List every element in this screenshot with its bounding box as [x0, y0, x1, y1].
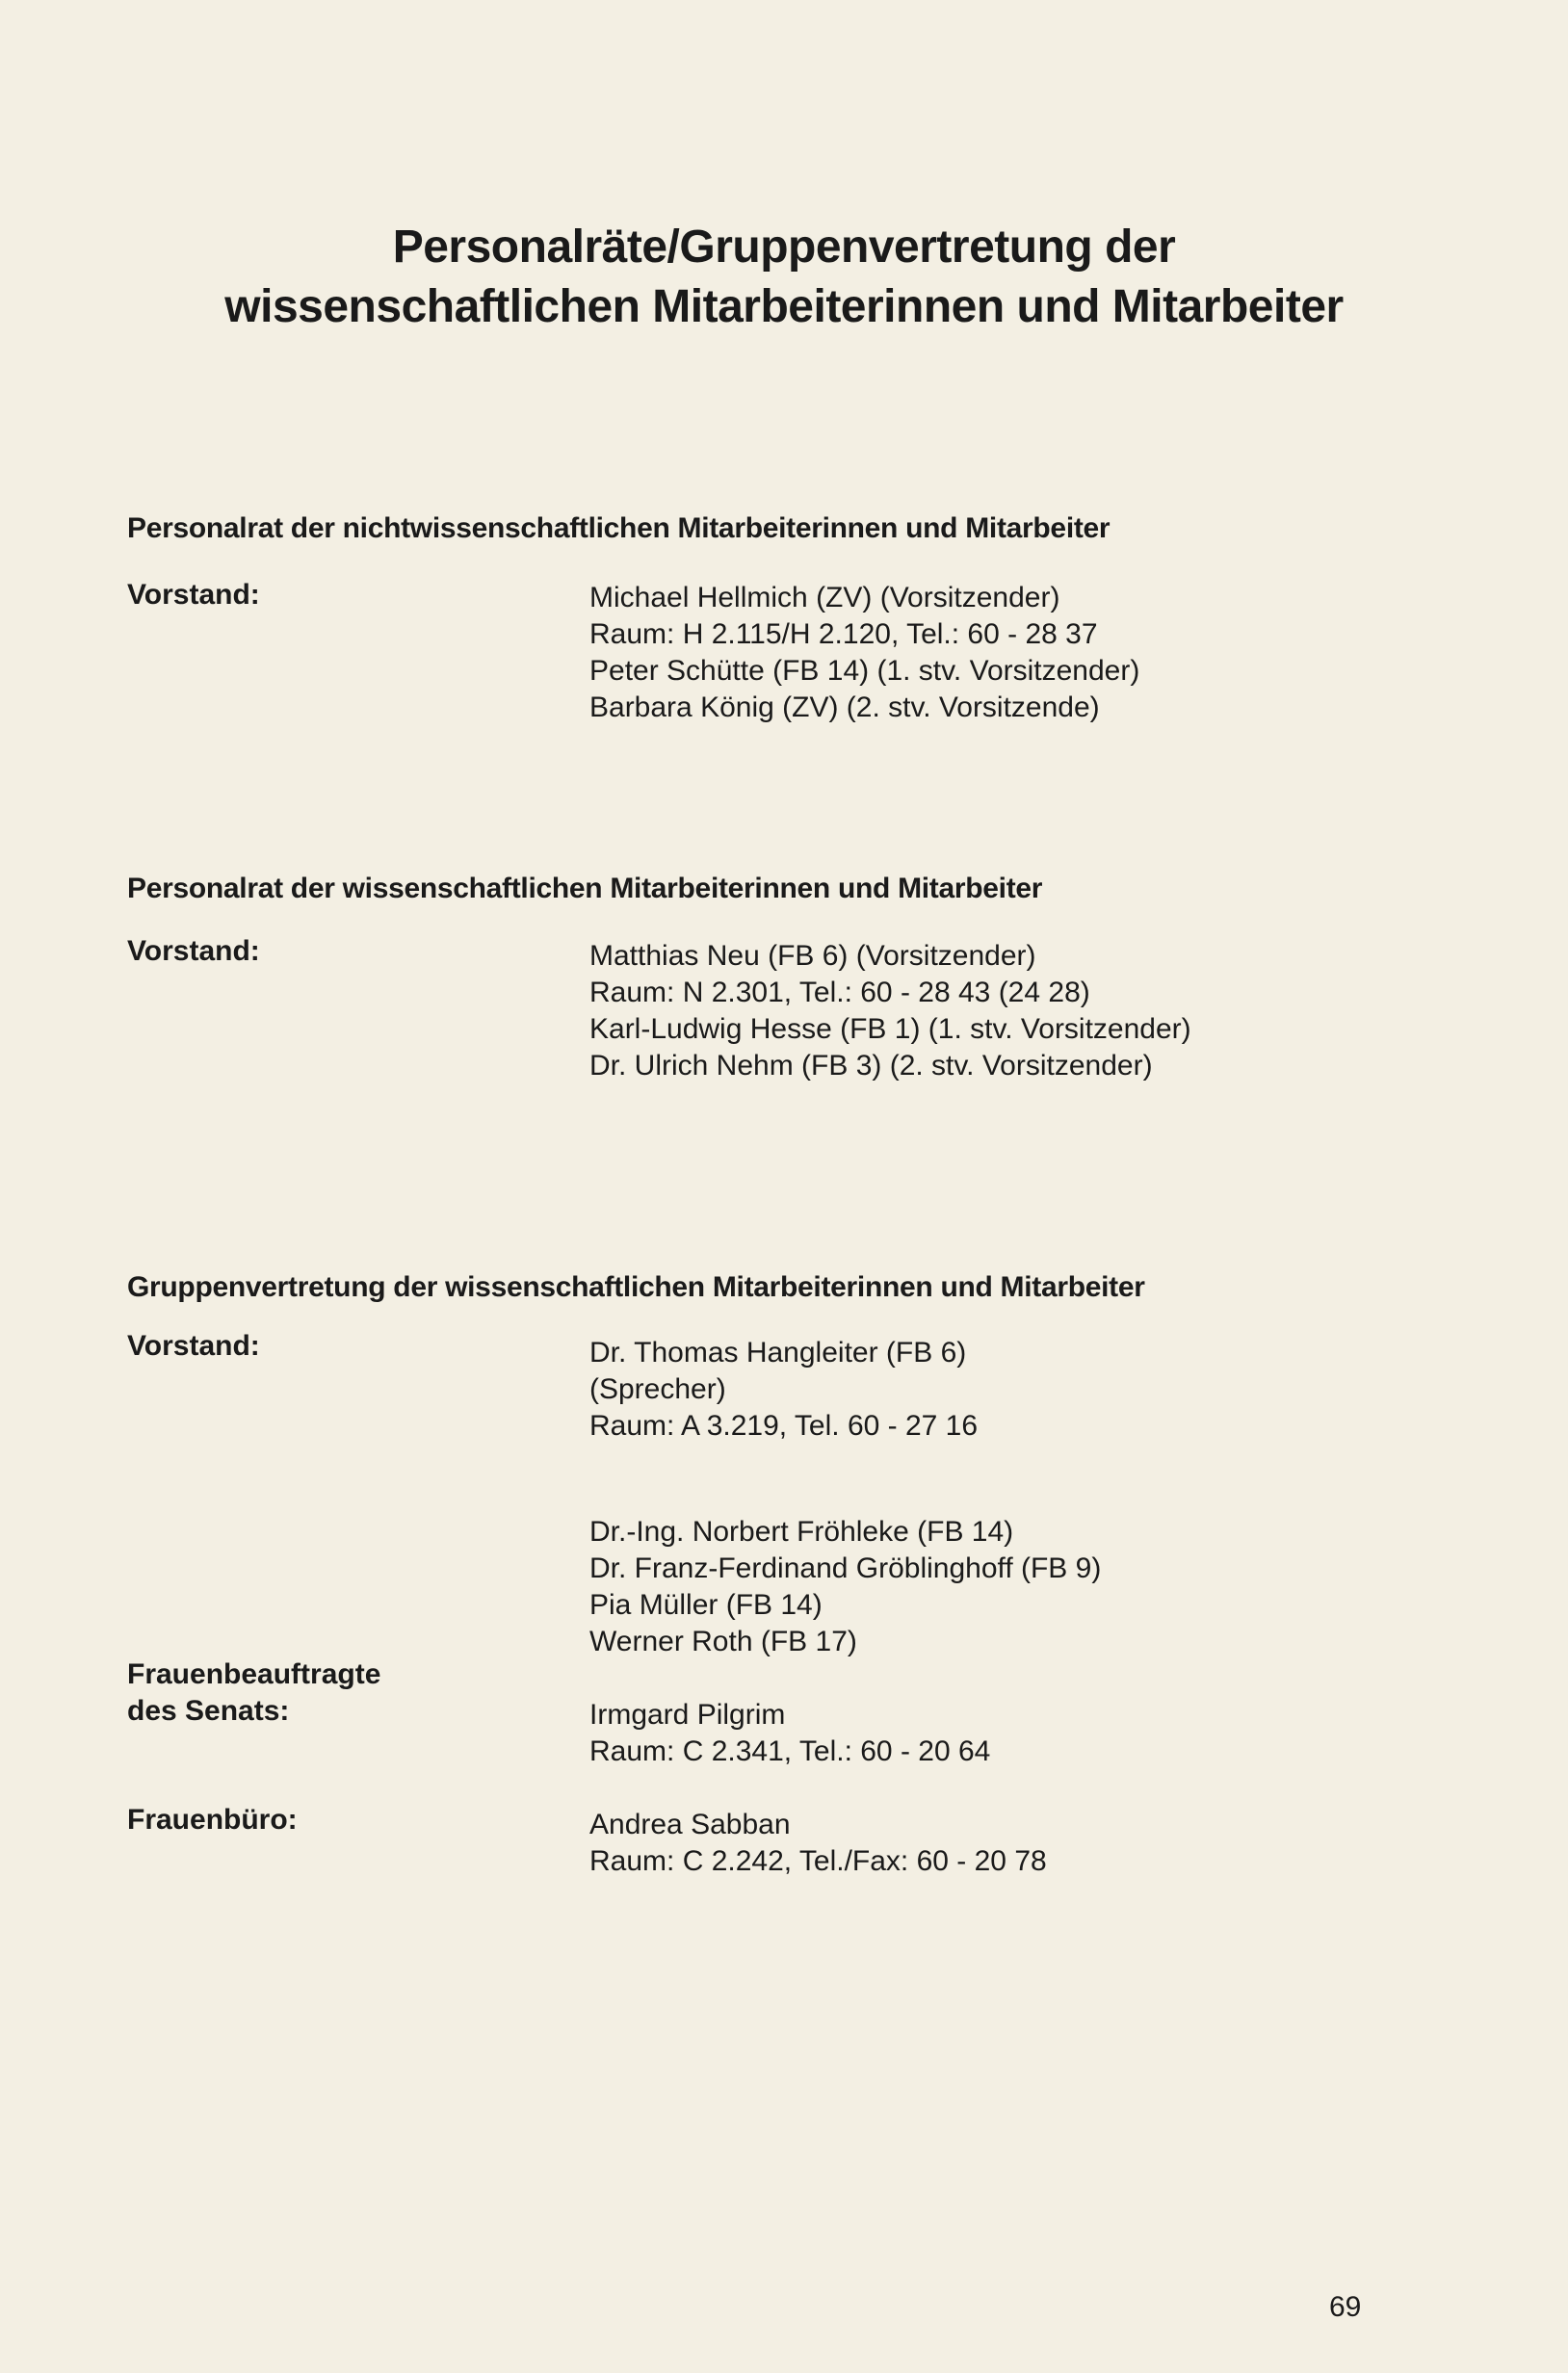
- vorstand-details: [589, 580, 1456, 726]
- detail-line: Dr. Thomas Hangleiter (FB 6): [589, 1337, 967, 1369]
- vorstand-label: Vorstand:: [127, 1330, 260, 1362]
- detail-line: Andrea Sabban: [589, 1809, 791, 1840]
- section-gruppenvertretung: [127, 1269, 1476, 1657]
- page-title-line-1: Personalräte/Gruppenvertretung der: [392, 222, 1176, 273]
- member-line: Dr. Franz-Ferdinand Gröblinghoff (FB 9): [589, 1552, 1102, 1584]
- vorstand-label: Vorstand:: [127, 579, 260, 611]
- frauenbuero-details: [589, 1807, 1456, 1880]
- frauenbeauftragte-label-line-2: des Senats:: [127, 1695, 290, 1727]
- section-heading: Personalrat der wissenschaftlichen Mitarbeiterinnen und Mitarbeiter: [127, 873, 1043, 904]
- page-title: [0, 218, 1568, 337]
- detail-line: Karl-Ludwig Hesse (FB 1) (1. stv. Vorsitzender): [589, 1013, 1191, 1045]
- frauenbeauftragte-label-line-1: Frauenbeauftragte: [127, 1658, 381, 1690]
- frauenbeauftragte-label: [127, 1656, 551, 1730]
- detail-line: Raum: H 2.115/H 2.120, Tel.: 60 - 28 37: [589, 618, 1098, 650]
- detail-line: Dr. Ulrich Nehm (FB 3) (2. stv. Vorsitzender): [589, 1050, 1153, 1082]
- detail-line: Barbara König (ZV) (2. stv. Vorsitzende): [589, 691, 1100, 723]
- page-title-line-2: wissenschaftlichen Mitarbeiterinnen und Mitarbeiter: [224, 281, 1344, 332]
- detail-line: Raum: C 2.341, Tel.: 60 - 20 64: [589, 1735, 991, 1767]
- member-line: Pia Müller (FB 14): [589, 1589, 823, 1621]
- frauenbeauftragte-details: [589, 1697, 1456, 1770]
- detail-line: Raum: A 3.219, Tel. 60 - 27 16: [589, 1410, 979, 1442]
- gruppe-members: [589, 1514, 1456, 1660]
- vorstand-label: Vorstand:: [127, 935, 260, 967]
- detail-line: Matthias Neu (FB 6) (Vorsitzender): [589, 940, 1036, 972]
- detail-line: Michael Hellmich (ZV) (Vorsitzender): [589, 582, 1060, 613]
- detail-line: Irmgard Pilgrim: [589, 1699, 786, 1731]
- section-personalrat-wissenschaftlich: [127, 871, 1476, 1082]
- detail-line: Raum: C 2.242, Tel./Fax: 60 - 20 78: [589, 1845, 1047, 1877]
- vorstand-details: [589, 1335, 1456, 1445]
- member-line: Dr.-Ing. Norbert Fröhleke (FB 14): [589, 1516, 1014, 1548]
- section-heading: Gruppenvertretung der wissenschaftlichen Mitarbeiterinnen und Mitarbeiter: [127, 1271, 1145, 1303]
- section-heading: Personalrat der nichtwissenschaftlichen Mitarbeiterinnen und Mitarbeiter: [127, 512, 1111, 544]
- member-line: Werner Roth (FB 17): [589, 1626, 857, 1657]
- vorstand-details: [589, 938, 1456, 1084]
- section-personalrat-nichtwissenschaftlich: [127, 510, 1476, 723]
- detail-line: (Sprecher): [589, 1373, 726, 1405]
- frauenbuero-label: Frauenbüro:: [127, 1804, 298, 1836]
- detail-line: Peter Schütte (FB 14) (1. stv. Vorsitzender): [589, 655, 1140, 687]
- detail-line: Raum: N 2.301, Tel.: 60 - 28 43 (24 28): [589, 977, 1090, 1008]
- page-number: 69: [1329, 2291, 1362, 2323]
